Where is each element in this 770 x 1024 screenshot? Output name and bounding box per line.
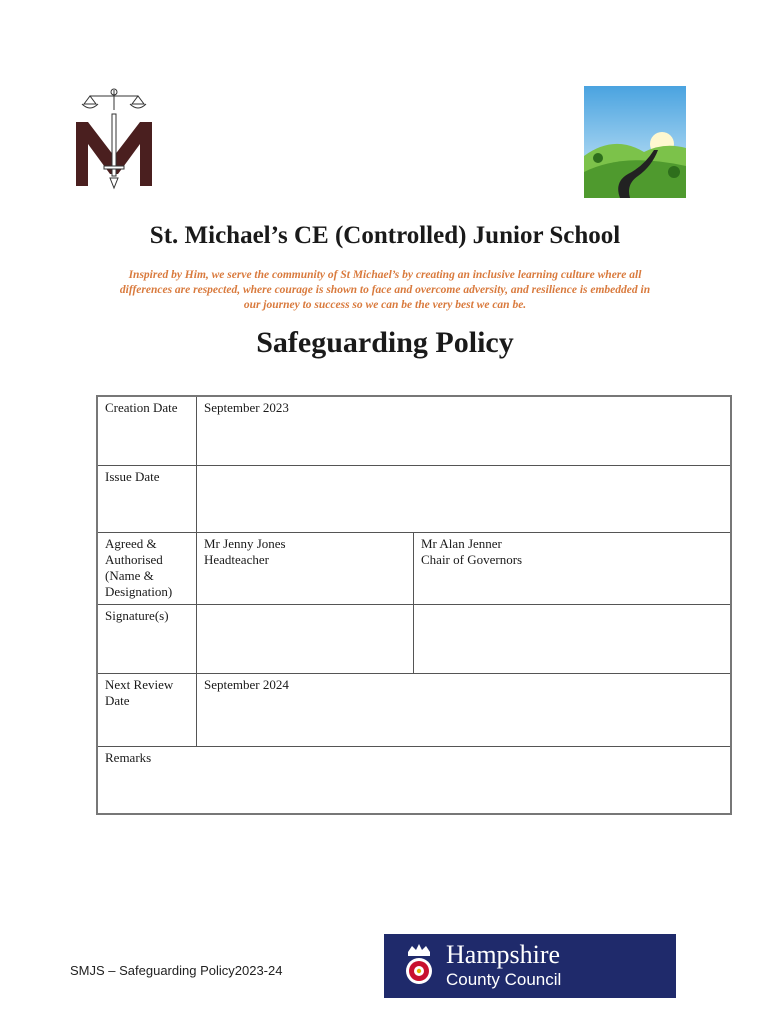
policy-details-table — [96, 395, 732, 815]
next-review-value: September 2024 — [197, 673, 732, 746]
remarks-cell: Remarks — [97, 746, 731, 814]
label-line: Date — [105, 692, 130, 708]
motto-line: our journey to success so we can be the very best we can be. — [243, 299, 527, 311]
school-motto — [70, 268, 700, 313]
motto-line: differences are respected, where courage is shown to face and overcome adversity, and resilience is embedded in — [119, 284, 651, 296]
school-crest-icon — [68, 86, 160, 190]
signatory-headteacher — [197, 532, 414, 604]
landscape-road-icon — [584, 86, 686, 198]
label-line: Agreed & — [105, 535, 157, 551]
council-name: Hampshire — [446, 940, 561, 969]
signature-box-chair — [414, 604, 732, 673]
hampshire-county-council-logo — [384, 934, 676, 998]
council-subtitle: County Council — [446, 970, 562, 989]
table-row — [97, 396, 731, 465]
label-line: Designation) — [105, 583, 173, 599]
table-row — [97, 746, 731, 814]
document-reference: SMJS – Safeguarding Policy2023-24 — [70, 963, 283, 978]
agreed-authorised-label — [97, 532, 197, 604]
signatory-role: Headteacher — [204, 551, 269, 567]
signatory-chair — [414, 532, 732, 604]
signatory-name: Mr Jenny Jones — [204, 535, 286, 551]
creation-date-label: Creation Date — [97, 396, 197, 465]
label-line: Authorised — [105, 551, 163, 567]
table-row — [97, 673, 731, 746]
signatory-name: Mr Alan Jenner — [421, 535, 502, 551]
signatory-role: Chair of Governors — [421, 551, 523, 567]
table-row — [97, 465, 731, 532]
label-line: (Name & — [105, 567, 154, 583]
policy-title: Safeguarding Policy — [256, 326, 514, 359]
table-row — [97, 604, 731, 673]
creation-date-value: September 2023 — [197, 396, 732, 465]
table-row — [97, 532, 731, 604]
issue-date-label: Issue Date — [97, 465, 197, 532]
school-name: St. Michael’s CE (Controlled) Junior School — [149, 222, 621, 249]
hampshire-emblem-icon — [402, 942, 436, 988]
issue-date-value — [197, 465, 732, 532]
motto-line: Inspired by Him, we serve the community of St Michael’s by creating an inclusive learning culture where all — [128, 269, 642, 281]
next-review-label — [97, 673, 197, 746]
signature-box-headteacher — [197, 604, 414, 673]
signatures-label: Signature(s) — [97, 604, 197, 673]
label-line: Next Review — [105, 676, 174, 692]
